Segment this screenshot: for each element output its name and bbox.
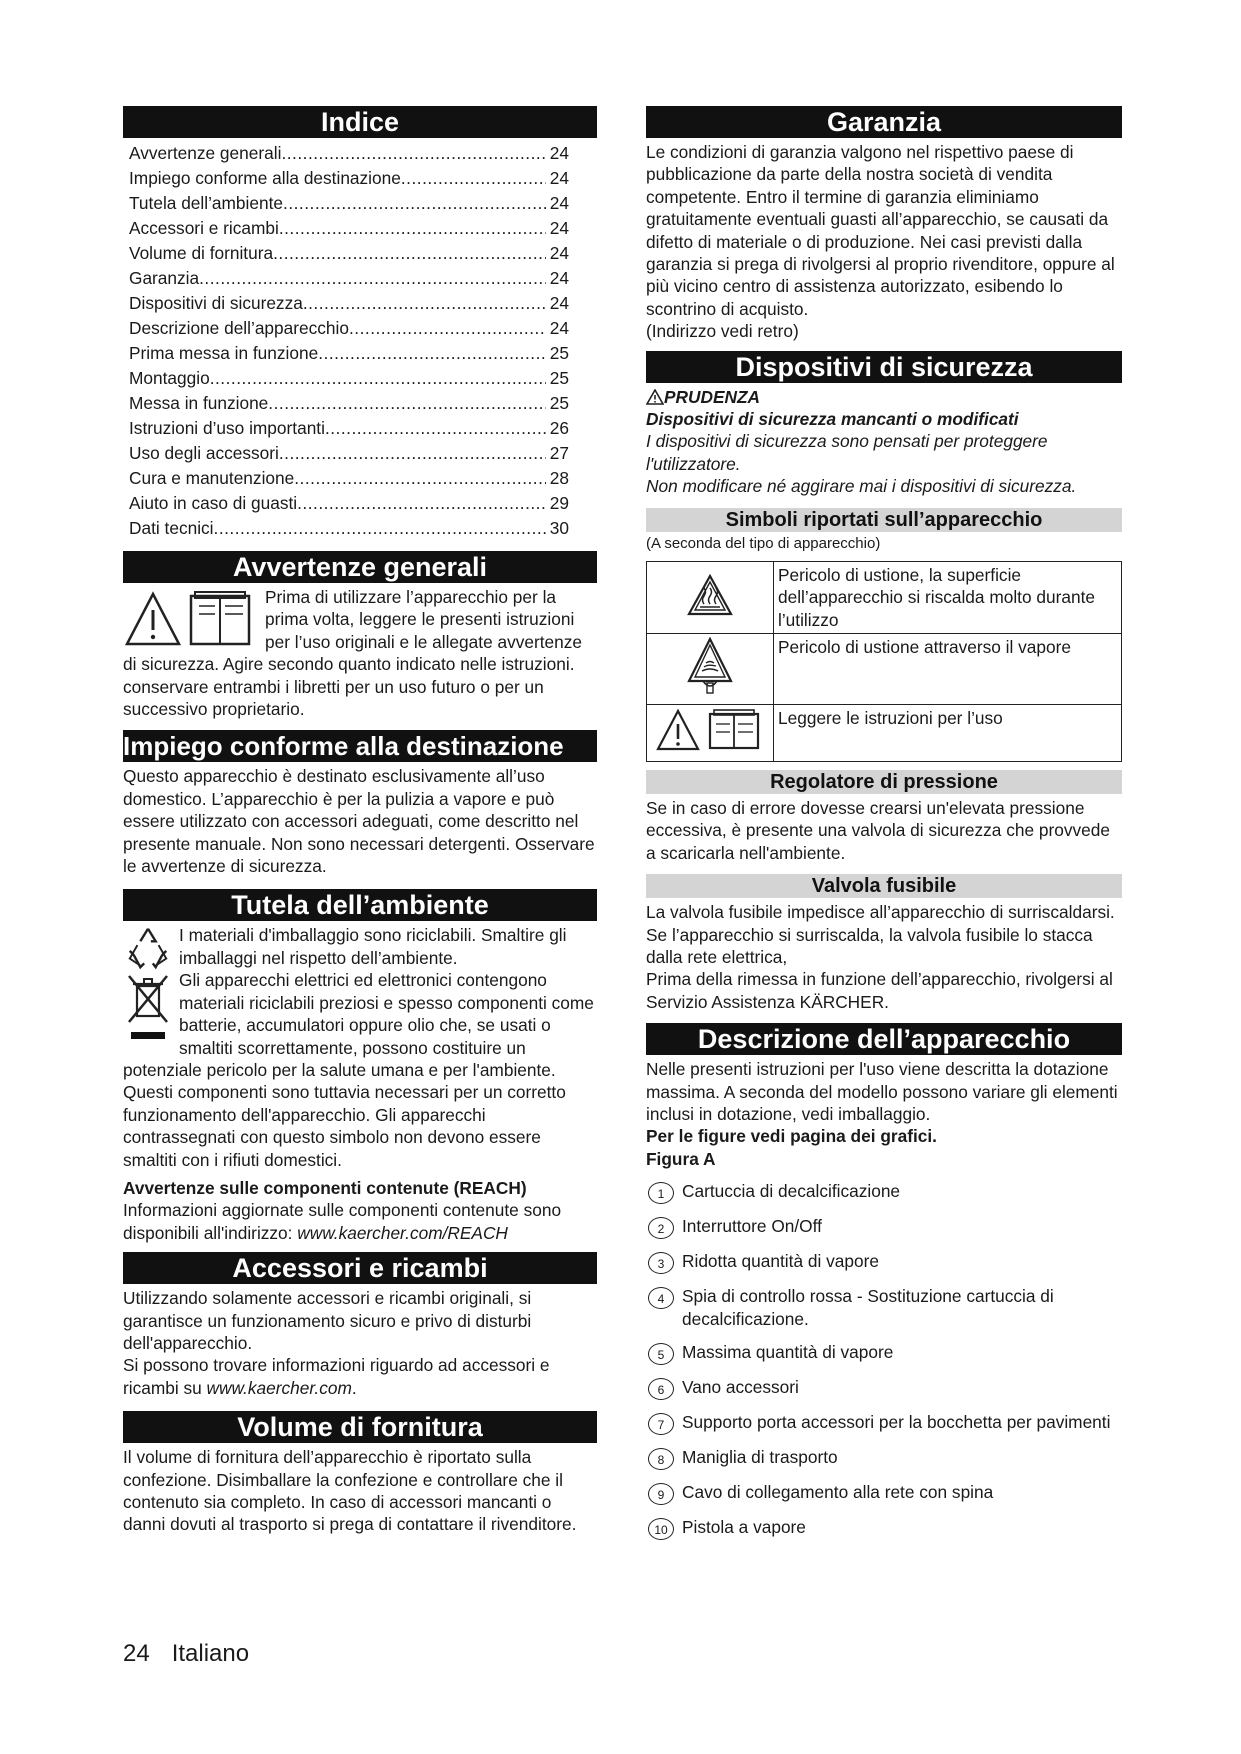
item-number-badge: 8 xyxy=(648,1448,674,1470)
toc-entry[interactable] xyxy=(129,441,569,466)
toc-entry[interactable] xyxy=(129,191,569,216)
steam-burn-warning-icon xyxy=(687,637,733,695)
sicurezza-heading: Dispositivi di sicurezza xyxy=(646,351,1122,383)
toc-entry-label: Messa in funzione xyxy=(129,393,269,413)
symbol-text: Leggere le istruzioni per l’uso xyxy=(774,704,1122,761)
toc-entry-page: 24 xyxy=(549,293,569,313)
figure-a-list xyxy=(646,1180,1122,1540)
item-number-badge: 9 xyxy=(648,1483,674,1505)
toc-entry-page: 24 xyxy=(549,243,569,263)
toc-entry-page: 29 xyxy=(549,493,569,513)
toc-leader-dots xyxy=(325,416,546,441)
accessori-text-2-body: Si possono trovare informazioni riguardo ad accessori e ricambi su xyxy=(123,1355,550,1398)
sicurezza-italic-1: I dispositivi di sicurezza sono pensati per proteggere l'utilizzatore. xyxy=(646,431,1048,474)
volume-heading: Volume di fornitura xyxy=(123,1411,597,1443)
item-label: Ridotta quantità di vapore xyxy=(682,1251,879,1272)
prudenza-text: PRUDENZA xyxy=(664,386,761,407)
toc-entry[interactable] xyxy=(129,466,569,491)
list-item xyxy=(646,1180,1122,1204)
toc-entry-label: Uso degli accessori xyxy=(129,443,279,463)
regolatore-heading: Regolatore di pressione xyxy=(646,770,1122,794)
toc-entry-page: 25 xyxy=(549,393,569,413)
list-item xyxy=(646,1376,1122,1400)
toc-entry[interactable] xyxy=(129,141,569,166)
garanzia-address-note: (Indirizzo vedi retro) xyxy=(646,321,799,342)
toc-entry-page: 24 xyxy=(549,268,569,288)
item-label: Cavo di collegamento alla rete con spina xyxy=(682,1482,994,1502)
avvertenze-text-2: conservare entrambi i libretti per un uso futuro o per un successivo proprietario. xyxy=(123,676,544,720)
symbol-text: Pericolo di ustione, la superficie dell’apparecchio si riscalda molto durante l’utilizzo xyxy=(774,561,1122,633)
figure-note: Per le figure vedi pagina dei grafici. xyxy=(646,1126,937,1147)
accessori-text: Utilizzando solamente accessori e ricambi originali, si garantisce un funzionamento sicuro e privo di disturbi dell'apparecchio. xyxy=(123,1288,532,1353)
list-item xyxy=(646,1341,1122,1365)
toc-entry[interactable] xyxy=(129,241,569,266)
toc-entry[interactable] xyxy=(129,391,569,416)
symbol-cell xyxy=(647,561,774,633)
impiego-text: Questo apparecchio è destinato esclusivamente all’uso domestico. L’apparecchio è per la pulizia a vapore e può essere utilizzato con accessori adeguati, come descritto nel presente manuale. Non sono necessari detergenti. Osservare le avvertenze di sicurezza. xyxy=(123,766,595,877)
weee-crossed-bin-icon xyxy=(123,972,173,1044)
hot-surface-warning-icon xyxy=(687,574,733,616)
kaercher-link[interactable]: www.kaercher.com xyxy=(206,1377,352,1398)
toc-entry-page: 25 xyxy=(549,368,569,388)
page-number: 24 xyxy=(123,1640,150,1667)
volume-text: Il volume di fornitura dell’apparecchio è riportato sulla confezione. Disimballare la confezione e controllare che il contenuto sia completo. In caso di accessori mancanti o danni dovuti al trasporto si prega di contattare il rivenditore. xyxy=(123,1447,577,1535)
toc-entry-label: Dati tecnici xyxy=(129,518,214,538)
accessori-text-2-end: . xyxy=(351,1377,357,1398)
left-column xyxy=(123,106,597,1536)
warning-read-manual-icon xyxy=(123,588,257,650)
toc-leader-dots xyxy=(303,291,546,316)
garanzia-text: Le condizioni di garanzia valgono nel rispettivo paese di pubblicazione da parte della nostra società di vendita competente. Entro il termine di garanzia eliminiamo gratuitamente eventuali guasti all’apparecchio, se causati da difetto di materiale o di produzione. Nei casi previsti dalla garanzia si prega di rivolgersi al proprio rivenditore, oppure al più vicino centro di assistenza autorizzato, esibendo lo scontrino di acquisto. xyxy=(646,142,1115,319)
toc-entry-label: Garanzia xyxy=(129,268,200,288)
toc-leader-dots xyxy=(281,141,545,166)
toc-leader-dots xyxy=(401,166,546,191)
reach-title: Avvertenze sulle componenti contenute (REACH) xyxy=(123,1177,527,1198)
toc-entry[interactable] xyxy=(129,416,569,441)
toc-entry[interactable] xyxy=(129,266,569,291)
table-row xyxy=(647,561,1122,633)
valvola-heading: Valvola fusibile xyxy=(646,874,1122,898)
simboli-note: (A seconda del tipo di apparecchio) xyxy=(646,534,881,552)
toc-leader-dots xyxy=(214,516,546,541)
item-number-badge: 1 xyxy=(648,1182,674,1204)
item-number-badge: 5 xyxy=(648,1343,674,1365)
reach-text-body: Informazioni aggiornate sulle componenti contenute sono disponibili all'indirizzo: xyxy=(123,1200,562,1243)
toc-entry-label: Dispositivi di sicurezza xyxy=(129,293,303,313)
toc-entry-page: 28 xyxy=(549,468,569,488)
toc-entry-label: Avvertenze generali xyxy=(129,143,282,163)
symbols-table xyxy=(646,561,1122,762)
tutela-text: I materiali d'imballaggio sono riciclabili. Smaltire gli imballaggi nel rispetto dell’ambiente. xyxy=(179,925,567,968)
regolatore-text: Se in caso di errore dovesse crearsi un'elevata pressione eccessiva, è presente una valvola di sicurezza che provvede a scaricarla nell'ambiente. xyxy=(646,797,1110,863)
garanzia-heading: Garanzia xyxy=(646,106,1122,138)
reach-text xyxy=(123,1199,597,1244)
toc-entry-label: Istruzioni d’uso importanti xyxy=(129,418,325,438)
toc-entry-label: Montaggio xyxy=(129,368,210,388)
list-item xyxy=(646,1285,1122,1330)
simboli-heading: Simboli riportati sull’apparecchio xyxy=(646,508,1122,532)
toc-entry-page: 24 xyxy=(549,143,569,163)
item-number-badge: 7 xyxy=(648,1413,674,1435)
item-label: Interruttore On/Off xyxy=(682,1216,822,1237)
descrizione-text: Nelle presenti istruzioni per l'uso viene descritta la dotazione massima. A seconda del modello possono variare gli elementi inclusi in dotazione, vedi imballaggio. xyxy=(646,1059,1118,1124)
toc-entry[interactable] xyxy=(129,341,569,366)
avvertenze-section xyxy=(123,586,597,720)
toc-entry-label: Cura e manutenzione xyxy=(129,468,295,488)
item-number-badge: 2 xyxy=(648,1217,674,1239)
toc-leader-dots xyxy=(318,341,546,366)
sicurezza-italic-2: Non modificare né aggirare mai i dispositivi di sicurezza. xyxy=(646,476,1077,497)
toc-entry[interactable] xyxy=(129,166,569,191)
list-item xyxy=(646,1215,1122,1239)
toc-leader-dots xyxy=(273,241,546,266)
toc-entry-label: Aiuto in caso di guasti xyxy=(129,493,298,513)
toc-entry-page: 27 xyxy=(549,443,569,463)
accessori-text-2 xyxy=(123,1354,597,1399)
figure-label: Figura A xyxy=(646,1148,716,1169)
toc-leader-dots xyxy=(199,266,546,291)
item-number-badge: 6 xyxy=(648,1378,674,1400)
tutela-text-2: Gli apparecchi elettrici ed elettronici contengono materiali riciclabili preziosi e spesso componenti come batterie, accumulatori oppure olio che, se usati o smaltiti scorrettamente, possono costituire un potenziale pericolo per la salute umana e per l'ambiente. Questi componenti sono tuttavia necessari per un corretto funzionamento dell'apparecchio. Gli apparecchi contrassegnati con questo simbolo non devono essere smaltiti con i rifiuti domestici. xyxy=(123,970,594,1170)
reach-link[interactable]: www.kaercher.com/REACH xyxy=(297,1222,508,1243)
toc-entry-page: 30 xyxy=(549,518,569,538)
toc-entry[interactable] xyxy=(129,316,569,341)
symbol-cell xyxy=(647,633,774,704)
toc-leader-dots xyxy=(210,366,546,391)
item-label: Pistola a vapore xyxy=(682,1517,806,1537)
valvola-text-2: Prima della rimessa in funzione dell’apparecchio, rivolgersi al Servizio Assistenza KÄRCHER. xyxy=(646,969,1113,1012)
tutela-heading: Tutela dell’ambiente xyxy=(123,889,597,921)
right-column xyxy=(646,106,1122,1551)
accessori-heading: Accessori e ricambi xyxy=(123,1252,597,1284)
toc-leader-dots xyxy=(294,466,546,491)
valvola-text: La valvola fusibile impedisce all’apparecchio di surriscaldarsi. Se l’apparecchio si surriscalda, la valvola fusibile lo stacca dalla rete elettrica, xyxy=(646,902,1115,967)
table-row xyxy=(647,633,1122,704)
recycle-icon xyxy=(123,924,173,972)
toc-entry[interactable] xyxy=(129,516,569,541)
toc-entry[interactable] xyxy=(129,366,569,391)
caution-triangle-icon xyxy=(646,389,664,405)
toc-entry-label: Accessori e ricambi xyxy=(129,218,279,238)
toc-entry-page: 24 xyxy=(549,318,569,338)
toc-entry[interactable] xyxy=(129,491,569,516)
symbol-text: Pericolo di ustione attraverso il vapore xyxy=(774,633,1122,704)
toc-leader-dots xyxy=(297,491,546,516)
item-label: Supporto porta accessori per la bocchetta per pavimenti xyxy=(682,1412,1111,1432)
toc-entry-page: 26 xyxy=(549,418,569,438)
toc-entry-label: Impiego conforme alla destinazione xyxy=(129,168,401,188)
toc-entry-label: Volume di fornitura xyxy=(129,243,274,263)
table-of-contents xyxy=(123,141,597,541)
indice-heading: Indice xyxy=(123,106,597,138)
tutela-section xyxy=(123,924,597,1244)
toc-leader-dots xyxy=(279,441,546,466)
read-manual-icon xyxy=(656,708,764,752)
list-item xyxy=(646,1250,1122,1274)
item-number-badge: 10 xyxy=(648,1518,674,1540)
prudenza-label xyxy=(646,386,1122,408)
toc-entry-label: Prima messa in funzione xyxy=(129,343,319,363)
item-label: Massima quantità di vapore xyxy=(682,1342,894,1362)
list-item xyxy=(646,1516,1122,1540)
item-number-badge: 3 xyxy=(648,1252,674,1274)
list-item xyxy=(646,1446,1122,1470)
impiego-heading: Impiego conforme alla destinazione xyxy=(123,730,597,762)
toc-entry-page: 25 xyxy=(549,343,569,363)
symbol-cell xyxy=(647,704,774,761)
list-item xyxy=(646,1481,1122,1505)
item-number-badge: 4 xyxy=(648,1287,674,1309)
avvertenze-heading: Avvertenze generali xyxy=(123,551,597,583)
toc-entry-label: Descrizione dell’apparecchio xyxy=(129,318,349,338)
avvertenze-text: Prima di utilizzare l’apparecchio per la prima volta, leggere le presenti istruzioni per l’uso originali e le allegate avvertenze di sicurezza. Agire secondo quanto indicato nelle istruzioni. xyxy=(123,587,583,675)
toc-entry[interactable] xyxy=(129,291,569,316)
toc-leader-dots xyxy=(268,391,545,416)
toc-leader-dots xyxy=(283,191,546,216)
list-item xyxy=(646,1411,1122,1435)
descrizione-heading: Descrizione dell’apparecchio xyxy=(646,1023,1122,1055)
toc-entry-page: 24 xyxy=(549,168,569,188)
page-footer xyxy=(123,1640,271,1668)
item-label: Spia di controllo rossa - Sostituzione cartuccia di decalcificazione. xyxy=(682,1286,1054,1329)
footer-language: Italiano xyxy=(171,1640,250,1667)
sicurezza-bold-line: Dispositivi di sicurezza mancanti o modificati xyxy=(646,409,1019,430)
table-row xyxy=(647,704,1122,761)
toc-entry-page: 24 xyxy=(549,193,569,213)
toc-leader-dots xyxy=(349,316,546,341)
item-label: Maniglia di trasporto xyxy=(682,1447,838,1467)
toc-entry-label: Tutela dell’ambiente xyxy=(129,193,284,213)
toc-leader-dots xyxy=(279,216,546,241)
item-label: Cartuccia di decalcificazione xyxy=(682,1181,901,1202)
item-label: Vano accessori xyxy=(682,1377,799,1397)
toc-entry[interactable] xyxy=(129,216,569,241)
toc-entry-page: 24 xyxy=(549,218,569,238)
